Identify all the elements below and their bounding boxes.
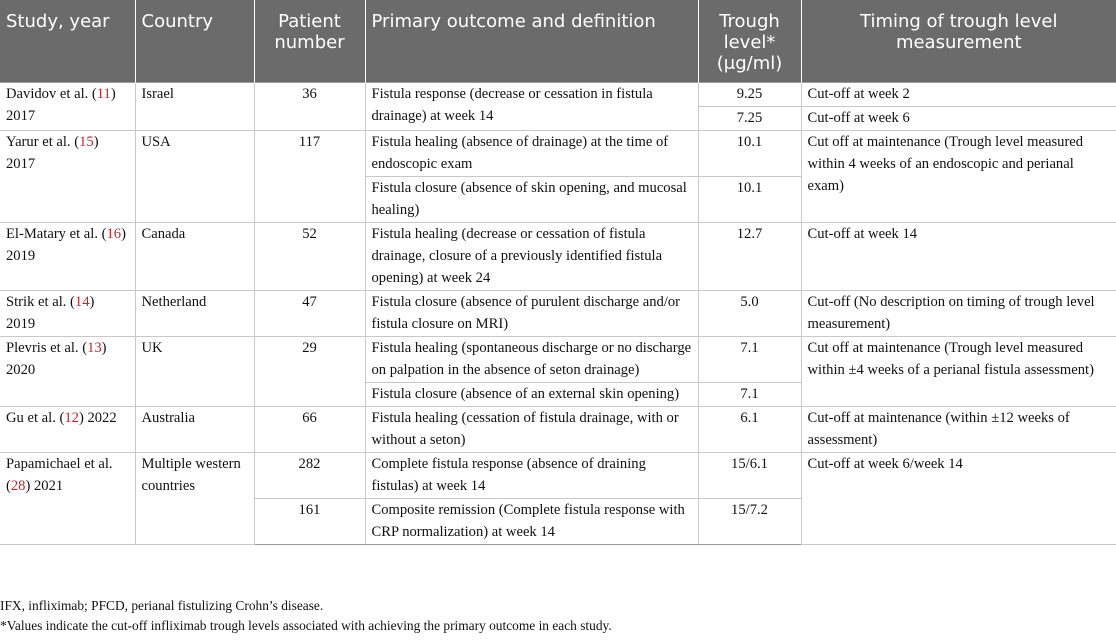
study-cell: El-Matary et al. (16) 2019: [0, 223, 135, 291]
country-cell: Netherland: [135, 291, 254, 337]
header-country: Country: [135, 0, 254, 83]
country-cell: Canada: [135, 223, 254, 291]
timing-cell: Cut-off at week 2: [801, 83, 1116, 107]
table-row: [0, 291, 1116, 337]
trough-cell: 15/6.1: [698, 453, 801, 499]
outcome-cell: Fistula closure (absence of an external skin opening): [365, 383, 698, 407]
timing-cell: Cut off at maintenance (Trough level measured within 4 weeks of an endoscopic and perianal exam): [801, 131, 1116, 223]
country-cell: UK: [135, 337, 254, 407]
table-row: [0, 223, 1116, 291]
reference-link[interactable]: 12: [64, 410, 79, 426]
reference-link[interactable]: 11: [96, 86, 111, 102]
reference-link[interactable]: 14: [74, 294, 90, 310]
trough-cell: 7.1: [698, 383, 801, 407]
header-timing: Timing of trough level measurement: [801, 0, 1116, 83]
reference-link[interactable]: 16: [106, 226, 122, 242]
trough-cell: 9.25: [698, 83, 801, 107]
header-study: Study, year: [0, 0, 135, 83]
table-row: [0, 407, 1116, 453]
outcome-cell: Fistula closure (absence of purulent discharge and/or fistula closure on MRI): [365, 291, 698, 337]
study-cell: Plevris et al. (13) 2020: [0, 337, 135, 407]
timing-cell: Cut-off at week 14: [801, 223, 1116, 291]
country-cell: Israel: [135, 83, 254, 131]
values-footnote: *Values indicate the cut-off infliximab trough levels associated with achieving the primary outcome in each study.: [0, 618, 612, 633]
study-cell: Papamichael et al. (28) 2021: [0, 453, 135, 545]
trough-cell: 12.7: [698, 223, 801, 291]
patient-number-cell: 36: [254, 83, 365, 131]
outcome-cell: Fistula healing (decrease or cessation of fistula drainage, closure of a previously identified fistula opening) at week 24: [365, 223, 698, 291]
study-cell: Gu et al. (12) 2022: [0, 407, 135, 453]
outcome-cell: Fistula closure (absence of skin opening, and mucosal healing): [365, 177, 698, 223]
country-cell: Australia: [135, 407, 254, 453]
patient-number-cell: 29: [254, 337, 365, 407]
patient-number-cell: 282: [254, 453, 365, 499]
timing-cell: Cut-off at week 6: [801, 107, 1116, 131]
patient-number-cell: 161: [254, 499, 365, 545]
trough-cell: 15/7.2: [698, 499, 801, 545]
outcome-cell: Composite remission (Complete fistula response with CRP normalization) at week 14: [365, 499, 698, 545]
trough-cell: 10.1: [698, 177, 801, 223]
table-row: [0, 453, 1116, 499]
outcome-cell: Complete fistula response (absence of draining fistulas) at week 14: [365, 453, 698, 499]
study-cell: Davidov et al. (11) 2017: [0, 83, 135, 131]
reference-link[interactable]: 15: [79, 134, 94, 150]
study-cell: Strik et al. (14) 2019: [0, 291, 135, 337]
table-row: [0, 83, 1116, 107]
abbreviation-footnote: IFX, infliximab; PFCD, perianal fistulizing Crohn’s disease.: [0, 598, 324, 613]
patient-number-cell: 117: [254, 131, 365, 223]
table-footnotes: [0, 596, 1116, 636]
patient-number-cell: 47: [254, 291, 365, 337]
outcome-cell: Fistula healing (cessation of fistula drainage, with or without a seton): [365, 407, 698, 453]
outcome-cell: Fistula healing (spontaneous discharge or no discharge on palpation in the absence of seton drainage): [365, 337, 698, 383]
trough-cell: 7.1: [698, 337, 801, 383]
country-cell: USA: [135, 131, 254, 223]
table-row: [0, 337, 1116, 383]
header-primary-outcome: Primary outcome and definition: [365, 0, 698, 83]
reference-link[interactable]: 13: [87, 340, 102, 356]
timing-cell: Cut off at maintenance (Trough level measured within ±4 weeks of a perianal fistula assessment): [801, 337, 1116, 407]
timing-cell: Cut-off (No description on timing of trough level measurement): [801, 291, 1116, 337]
trough-cell: 7.25: [698, 107, 801, 131]
country-cell: Multiple western countries: [135, 453, 254, 545]
header-patient-number: Patient number: [254, 0, 365, 83]
trough-cell: 10.1: [698, 131, 801, 177]
study-cell: Yarur et al. (15) 2017: [0, 131, 135, 223]
outcome-cell: Fistula healing (absence of drainage) at the time of endoscopic exam: [365, 131, 698, 177]
patient-number-cell: 52: [254, 223, 365, 291]
table-row: [0, 131, 1116, 177]
outcome-cell: Fistula response (decrease or cessation in fistula drainage) at week 14: [365, 83, 698, 131]
trough-cell: 5.0: [698, 291, 801, 337]
trough-cell: 6.1: [698, 407, 801, 453]
table-header-row: [0, 0, 1116, 83]
timing-cell: Cut-off at week 6/week 14: [801, 453, 1116, 545]
patient-number-cell: 66: [254, 407, 365, 453]
timing-cell: Cut-off at maintenance (within ±12 weeks of assessment): [801, 407, 1116, 453]
reference-link[interactable]: 28: [10, 478, 26, 494]
header-trough-level: Trough level* (μg/ml): [698, 0, 801, 83]
